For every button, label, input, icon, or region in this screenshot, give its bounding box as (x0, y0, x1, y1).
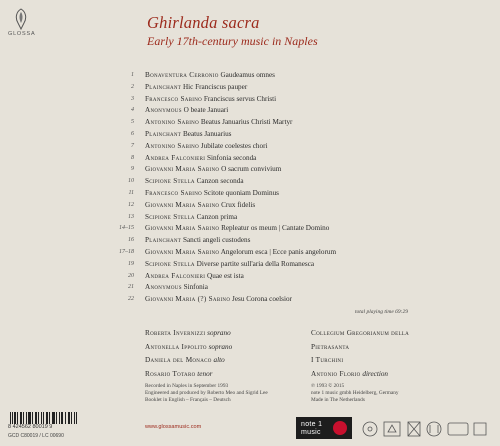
performer-name: Pietrasanta (311, 342, 350, 351)
track-composer: Giovanni Maria Sabino (145, 165, 220, 174)
track-work: Repleatur os meum | Cantate Domino (221, 224, 330, 233)
glossa-logo (8, 8, 34, 37)
track-composer: Scipione Stella (145, 259, 195, 268)
track-work: Franciscus servus Christi (203, 94, 277, 103)
track-composer: Plainchant (145, 129, 182, 138)
track-composer: Antonino Sabino (145, 118, 200, 127)
distributor-line2: music (301, 429, 321, 436)
track-work: Diverse partite sull'aria della Romanesca (196, 259, 315, 268)
distributor-circle-icon (333, 421, 347, 435)
stereo-icon (448, 423, 468, 435)
track-row (96, 176, 396, 188)
track-work: Jubilate coelestes chori (200, 141, 268, 150)
track-composer: Andrea Falconieri (145, 271, 206, 280)
track-title (145, 259, 314, 271)
track-composer: Scipione Stella (145, 212, 195, 221)
track-composer: Plainchant (145, 236, 182, 245)
track-title (145, 235, 250, 247)
track-row (96, 70, 396, 82)
track-row (96, 164, 396, 176)
track-work: Gaudeamus omnes (220, 71, 275, 79)
glossa-logo-icon (12, 8, 30, 30)
performer-role: soprano (207, 329, 231, 337)
track-work: Sinfonia (183, 283, 208, 292)
track-row (96, 223, 396, 235)
performer-role: tenor (197, 369, 213, 378)
track-number: 9 (131, 166, 134, 173)
track-number: 3 (131, 95, 134, 102)
track-number: 11 (128, 189, 134, 196)
track-composer: Scipione Stella (145, 177, 195, 186)
track-title (145, 282, 208, 294)
performer-line (145, 341, 232, 355)
track-row (96, 271, 396, 283)
track-work: Quae est ista (207, 271, 244, 280)
track-title (145, 153, 256, 165)
performer-name: Antonio Florio (311, 369, 361, 378)
track-row (96, 200, 396, 212)
track-row (96, 282, 396, 294)
performer-line (145, 354, 232, 368)
track-title (145, 176, 244, 188)
track-composer: Bonaventura Cerronio (145, 71, 219, 79)
track-number: 19 (128, 260, 134, 267)
credit-line: ℗ 1993 © 2015 (311, 383, 345, 389)
track-title (145, 200, 255, 212)
track-work: O sacrum convivium (221, 165, 282, 174)
recycle-icon (384, 422, 400, 436)
track-work: Sancti angeli custodens (182, 236, 251, 245)
website-link[interactable]: www.glossamusic.com (145, 424, 202, 430)
track-row (96, 94, 396, 106)
track-composer: Giovanni Maria Sabino (145, 247, 220, 256)
performer-name: Antonella Ippolito (145, 342, 207, 351)
recording-credits (145, 383, 268, 405)
performer-name: Roberta Invernizzi (145, 329, 206, 337)
track-title (145, 164, 281, 176)
track-number: 16 (128, 237, 134, 244)
track-work: Angelorum esca | Ecce panis angelorum (220, 247, 337, 256)
track-work: Sinfonia seconda (207, 153, 257, 162)
track-row (96, 212, 396, 224)
distributor-line1: note 1 (301, 421, 323, 428)
track-work: Jesu Corona coelsior (232, 295, 292, 304)
track-work: Hic Franciscus pauper (182, 82, 248, 91)
track-row (96, 129, 396, 141)
credit-line: Made in The Netherlands (311, 397, 365, 404)
track-number: 21 (128, 284, 134, 291)
credit-line: note 1 music gmbh Heidelberg, Germany (311, 390, 399, 397)
track-title (145, 105, 228, 117)
track-row (96, 247, 396, 259)
track-list (96, 70, 396, 306)
track-composer: Plainchant (145, 82, 182, 91)
track-row (96, 235, 396, 247)
track-row (96, 141, 396, 153)
performer-name: Daniela del Monaco (145, 356, 212, 364)
performer-name: Collegium Gregorianum della (311, 329, 410, 337)
dolby-icon (427, 422, 441, 436)
performer-name: Rosario Totaro (145, 369, 196, 378)
catalog-number: GCD C80019 / LC 00690 (8, 433, 64, 439)
track-title (145, 223, 329, 235)
track-number: 5 (131, 119, 134, 126)
track-row (96, 294, 396, 306)
track-title (145, 129, 231, 141)
ddd-icon (474, 423, 486, 435)
track-composer: Francesco Sabino (145, 188, 203, 197)
track-title (145, 141, 267, 153)
track-work: Scitote quoniam Dominus (203, 188, 279, 197)
track-number: 4 (131, 107, 134, 114)
performers-right (311, 327, 409, 381)
credit-line: Booklet in English – Français – Deutsch (145, 397, 231, 404)
track-title (145, 94, 276, 106)
performer-line (145, 327, 232, 341)
track-number: 20 (128, 272, 134, 279)
track-number: 13 (128, 213, 134, 220)
track-composer: Giovanni Maria (?) Sabino (145, 295, 231, 304)
track-work: Canzon prima (196, 212, 238, 221)
track-composer: Giovanni Maria Sabino (145, 200, 220, 209)
performer-line (311, 354, 409, 368)
copyright-credits (311, 383, 399, 405)
track-number: 7 (131, 142, 134, 149)
track-work: O beate Januari (183, 106, 229, 115)
track-number: 2 (131, 83, 134, 90)
track-title (145, 271, 244, 283)
barcode-number: 8 424562 80019 9 (8, 424, 53, 430)
track-number: 12 (128, 201, 134, 208)
note1-music-logo (296, 417, 352, 439)
track-title (145, 212, 237, 224)
compact-disc-icon (363, 422, 377, 436)
track-number: 6 (131, 130, 134, 137)
performer-role: soprano (208, 342, 233, 351)
track-row (96, 82, 396, 94)
track-title (145, 117, 292, 129)
track-number: 22 (128, 296, 134, 303)
track-title (145, 70, 275, 82)
track-row (96, 188, 396, 200)
track-row (96, 153, 396, 165)
track-composer: Antonino Sabino (145, 141, 200, 150)
performer-role: alto (213, 356, 225, 364)
track-work: Beatus Januarius (182, 129, 232, 138)
performer-line (311, 368, 409, 382)
compliance-marks (362, 419, 490, 439)
track-title (145, 247, 336, 259)
track-row (96, 259, 396, 271)
credit-line: Recorded in Naples in September 1993 (145, 383, 229, 389)
track-composer: Anonymous (145, 283, 182, 292)
track-work: Beatus Januarius Christi Martyr (200, 118, 293, 127)
credit-line: Engineered and produced by Roberto Meo and Sigrid Lee (145, 390, 268, 397)
track-number: 14–15 (119, 225, 134, 232)
track-number: 8 (131, 154, 134, 161)
label-name: GLOSSA (8, 31, 36, 37)
track-title (145, 294, 292, 306)
track-composer: Giovanni Maria Sabino (145, 224, 220, 233)
track-row (96, 117, 396, 129)
performers-left (145, 327, 232, 381)
track-row (96, 105, 396, 117)
track-work: Canzon seconda (196, 177, 244, 186)
album-subtitle: Early 17th-century music in Naples (147, 34, 318, 48)
performer-name: I Turchini (311, 356, 344, 364)
performer-line (311, 341, 409, 355)
track-work: Crux fidelis (221, 200, 256, 209)
track-number: 1 (131, 72, 134, 78)
track-title (145, 188, 279, 200)
performer-line (145, 368, 232, 382)
track-composer: Francesco Sabino (145, 94, 203, 103)
performer-role: direction (362, 369, 389, 378)
performer-line (311, 327, 409, 341)
album-title: Ghirlanda sacra (147, 13, 260, 32)
track-composer: Andrea Falconieri (145, 153, 206, 162)
track-title (145, 82, 247, 94)
track-number: 10 (128, 178, 134, 185)
total-playing-time: total playing time 69:29 (355, 309, 409, 315)
track-composer: Anonymous (145, 106, 182, 115)
track-number: 17–18 (119, 248, 134, 255)
